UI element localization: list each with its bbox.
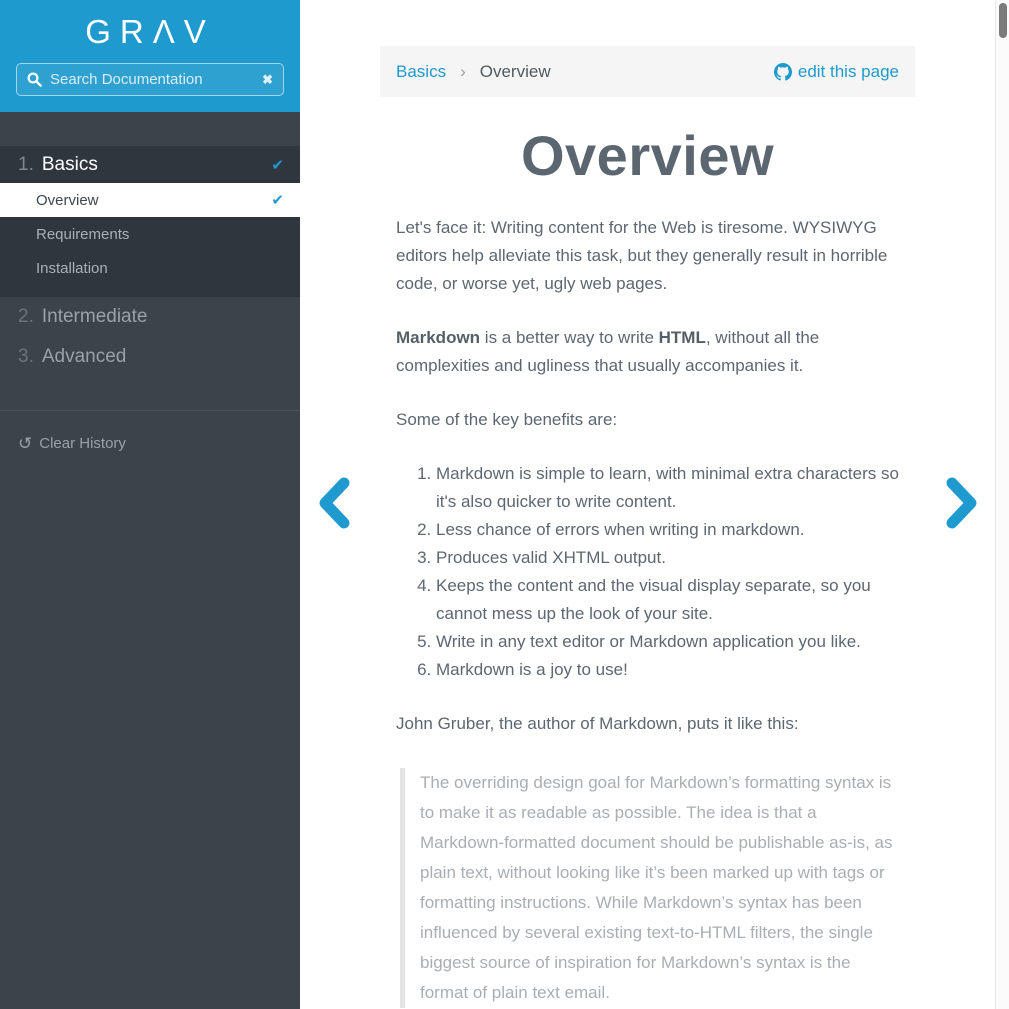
chevron-left-icon: [316, 476, 352, 530]
text: , without all the complexities and ugliness that usually accompanies it.: [396, 328, 820, 375]
nav-spacer: [0, 377, 300, 410]
chevron-right-icon: [944, 476, 980, 530]
chapter-number: 2.: [18, 306, 34, 327]
list-item: 2. Less chance of errors when writing in markdown.: [436, 516, 899, 544]
grav-logo[interactable]: GRΛV: [85, 13, 215, 50]
benefits-list: [396, 460, 899, 684]
clear-history-label: Clear History: [39, 435, 126, 452]
previous-page-arrow[interactable]: [316, 476, 352, 535]
clear-history-button[interactable]: [0, 411, 300, 452]
next-page-arrow[interactable]: [944, 476, 980, 535]
main-content: [300, 0, 995, 1009]
paragraph: Some of the key benefits are:: [396, 410, 618, 429]
chapter-label: Basics: [41, 153, 98, 175]
breadcrumb-separator-icon: ›: [460, 61, 466, 81]
scrollbar-track[interactable]: [995, 0, 1009, 1009]
sidebar-item-intermediate[interactable]: [0, 297, 300, 337]
edit-link-label: edit this page: [797, 61, 899, 81]
clear-search-icon[interactable]: ✖: [262, 72, 273, 87]
breadcrumb-parent-link[interactable]: Basics: [396, 61, 447, 81]
check-icon: ✔: [271, 192, 284, 209]
check-icon: ✔: [271, 156, 284, 174]
article: [380, 123, 915, 1008]
list-item: 6. Markdown is a joy to use!: [436, 656, 899, 684]
bold-text: Markdown: [396, 328, 481, 347]
sidebar-header: [0, 0, 300, 112]
sidebar-item-overview[interactable]: [0, 183, 300, 217]
paragraph: Let's face it: Writing content for the Web is tiresome. WYSIWYG editors help alleviate this task, but they generally result in horrible code, or worse yet, ugly web pages.: [396, 218, 888, 293]
text: is a better way to write: [480, 328, 659, 347]
sidebar-nav: [0, 112, 300, 452]
sidebar-item-requirements[interactable]: [0, 217, 300, 251]
list-item: 1. Markdown is simple to learn, with minimal extra characters so it's also quicker to write content.: [436, 460, 899, 516]
sidebar-item-basics[interactable]: [0, 146, 300, 183]
history-icon: ↺: [18, 434, 33, 453]
chapter-label: Advanced: [41, 346, 127, 367]
breadcrumb: [380, 46, 915, 97]
quote-block: The overriding design goal for Markdown’s formatting syntax is to make it as readable as possible. The idea is that a Markdown-formatted document should be publishable as-is, as plain text, without looking like it’s been marked up with tags or formatting instructions. While Markdown’s syntax has been influenced by several existing text-to-HTML filters, the single biggest source of inspiration for Markdown’s syntax is the format of plain text email.: [400, 768, 899, 1008]
github-icon: [774, 63, 792, 81]
search-box[interactable]: [16, 63, 284, 96]
bold-text: HTML: [658, 328, 706, 347]
paragraph: [396, 324, 899, 380]
sidebar-item-installation[interactable]: [0, 251, 300, 285]
list-item: 3. Produces valid XHTML output.: [436, 544, 899, 572]
edit-this-page-link[interactable]: [774, 62, 899, 82]
chapter-label: Intermediate: [41, 306, 148, 327]
search-input[interactable]: [50, 71, 262, 88]
sidebar-item-advanced[interactable]: [0, 337, 300, 377]
page-title: Overview: [520, 124, 775, 187]
section-padding: [0, 285, 300, 297]
sub-item-label: Installation: [36, 259, 108, 277]
sub-item-label: Requirements: [36, 225, 130, 243]
chapter-number: 3.: [18, 346, 34, 367]
sidebar: [0, 0, 300, 1009]
scrollbar-thumb[interactable]: [999, 3, 1007, 38]
list-item: 4. Keeps the content and the visual display separate, so you cannot mess up the look of your site.: [436, 572, 899, 628]
chapter-number: 1.: [18, 153, 34, 175]
sub-item-label: Overview: [36, 191, 99, 209]
paragraph: John Gruber, the author of Markdown, puts it like this:: [396, 714, 799, 733]
search-icon: [27, 72, 42, 87]
breadcrumb-current: Overview: [479, 61, 551, 81]
list-item: 5. Write in any text editor or Markdown application you like.: [436, 628, 899, 656]
